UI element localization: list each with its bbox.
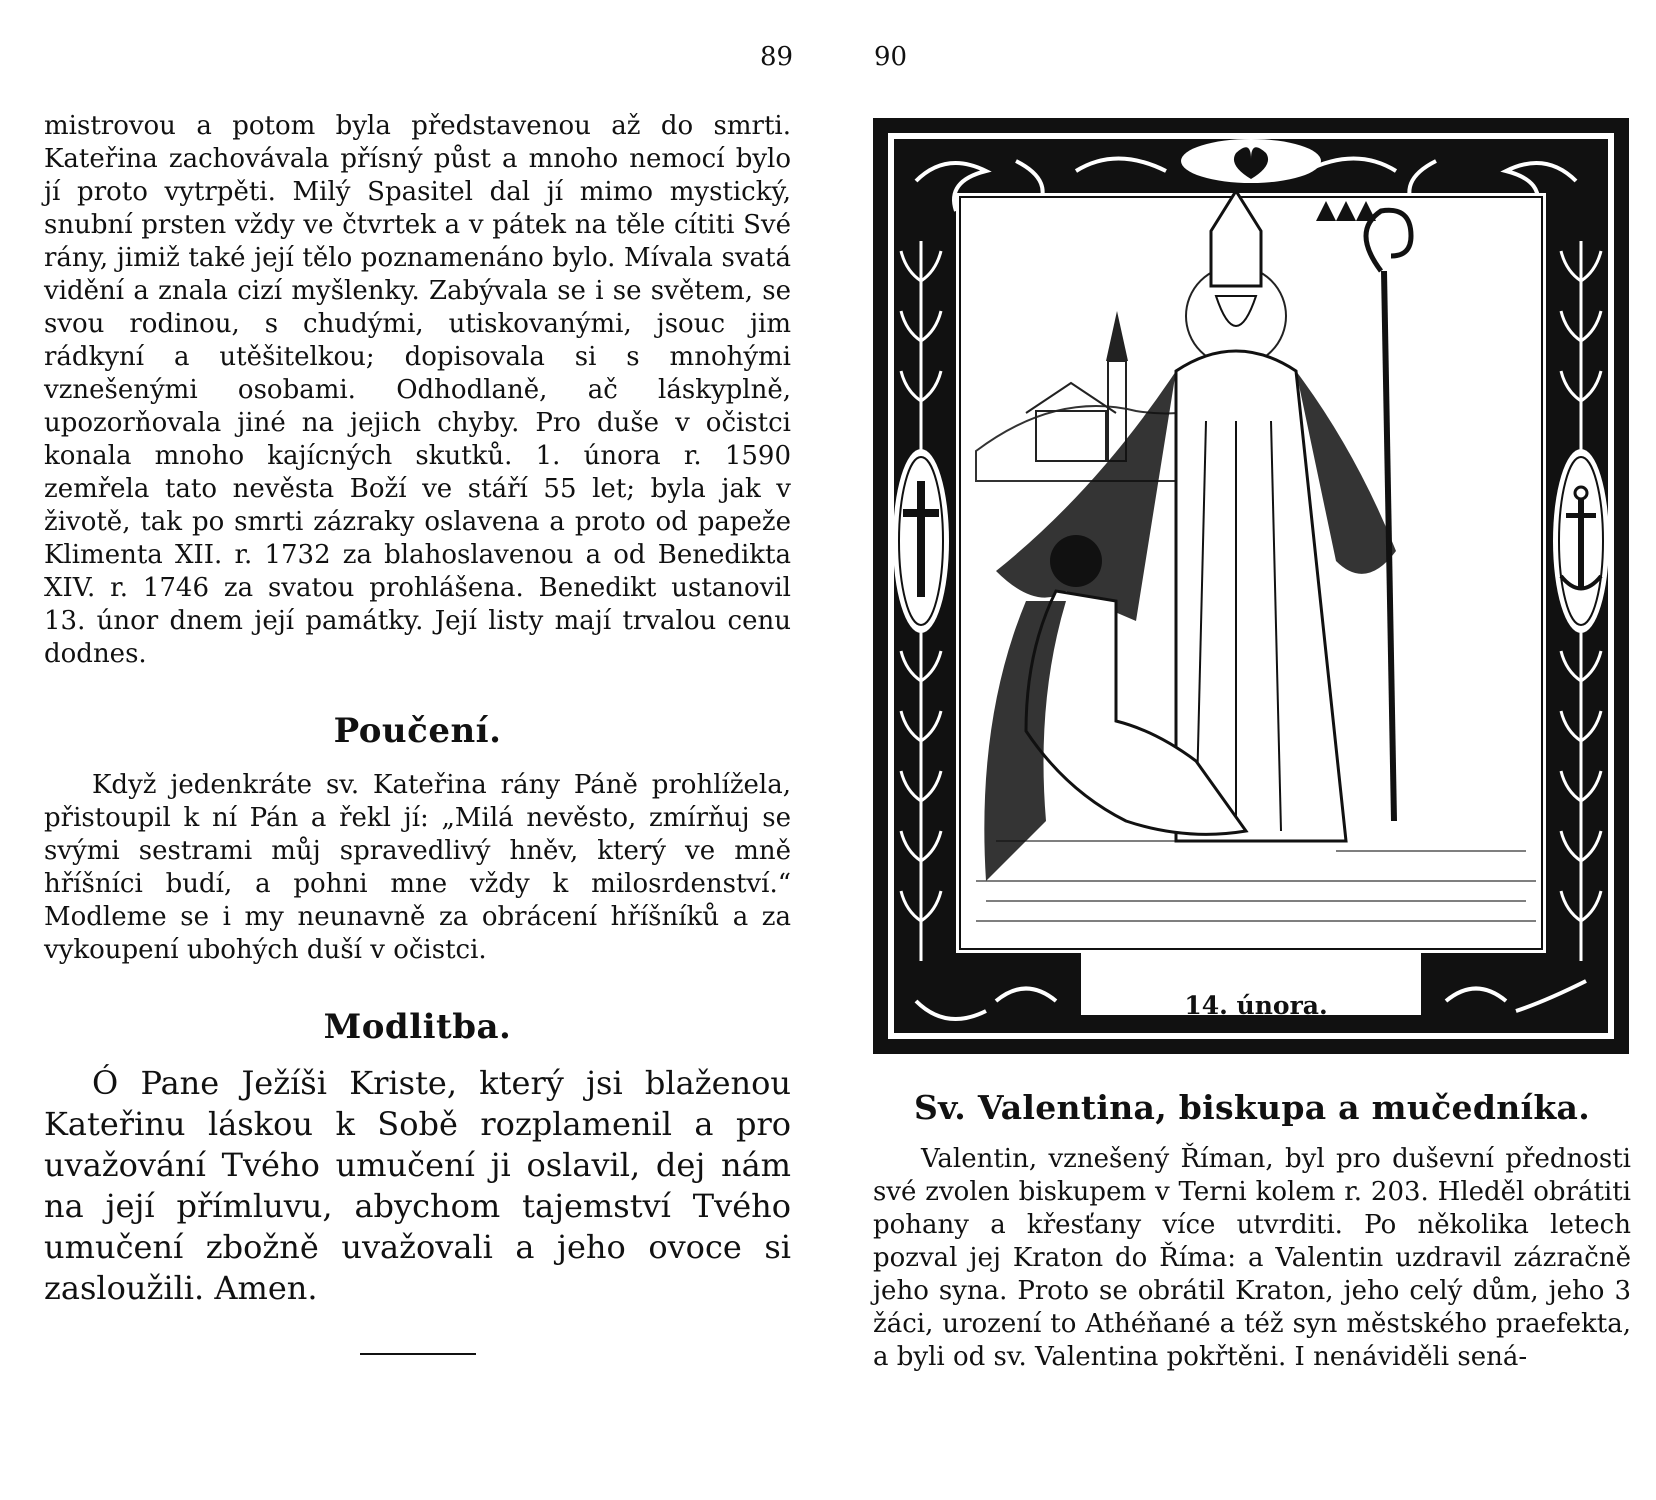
pouceni-paragraph: Když jedenkráte sv. Kateřina rány Páně prohlížela, přistoupil k ní Pán a řekl jí: „Milá nevěsto, zmírňuj se svými sestrami můj spravedlivý hněv, který ve mně hříšníci budí, a pohni mne vždy k milosrdenství.“ Modleme se i my neunavně za obrácení hříšníků a za vykoupení ubohých duší v očistci.: [44, 770, 791, 965]
prayer-paragraph: Ó Pane Ježíši Kriste, který jsi blaženou Kateřinu láskou k Sobě rozplamenil a pro uvažování Tvého umučení ji oslavil, dej nám na její přímluvu, abychom tajemství Tvého umučení zbožně uvažovali a jeho ovoce si zasloužili. Amen.: [44, 1064, 791, 1307]
left-page: [44, 110, 791, 1355]
page-number-left: 89: [760, 42, 794, 72]
page-number-right: 90: [874, 42, 908, 72]
heading-modlitba: Modlitba.: [323, 1007, 512, 1047]
heading-pouceni: Poučení.: [333, 711, 502, 751]
intro-paragraph: mistrovou a potom byla představenou až do smrti. Kateřina zachovávala přísný půst a mnoho nemocí bylo jí proto vytrpěti. Milý Spasitel dal jí mimo mystický, snubní prsten vždy ve čtvrtek a v pátek na těle cítiti Své rány, jimiž také její tělo poznamenáno bylo. Mívala svatá vidění a znala cizí myšlenky. Zabývala se i se světem, se svou rodinou, s chudými, utiskovanými, jsouc jim rádkyní a utěšitelkou; dopisovala si s mnohými vznešenými osobami. Odhodlaně, ač láskyplně, upozorňovala jiné na jejich chyby. Pro duše v očistci konala mnoho kajícných skutků. 1. února r. 1590 zemřela tato nevěsta Boží ve stáří 55 let; byla jak v životě, tak po smrti zázraky oslavena a proto od papeže Klimenta XII. r. 1732 za blahoslavenou a od Benedikta XIV. r. 1746 za svatou prohlášena. Benedikt ustanovil 13. únor dnem její památky. Její listy mají trvalou cenu dodnes.: [44, 111, 791, 669]
illustration-frame: [873, 118, 1629, 1054]
saint-illustration: [876, 121, 1626, 1051]
saint-title: Sv. Valentina, biskupa a mučedníka.: [914, 1088, 1590, 1127]
illustration-caption: 14. února.: [1184, 991, 1328, 1020]
right-page: [873, 118, 1631, 1374]
end-rule-divider: [360, 1353, 476, 1355]
saint-paragraph: Valentin, vznešený Říman, byl pro duševní přednosti své zvolen biskupem v Terni kolem r. 203. Hleděl obrátiti pohany a křesťany více utvrditi. Po několika letech pozval jej Kraton do Říma: a Valentin uzdravil zázračně jeho syna. Proto se obrátil Kraton, jeho celý dům, jeho 3 žáci, urození to Athéňané a též syn městského praefekta, a byli od sv. Valentina pokřtěni. I nenáviděli sená-: [873, 1144, 1631, 1372]
